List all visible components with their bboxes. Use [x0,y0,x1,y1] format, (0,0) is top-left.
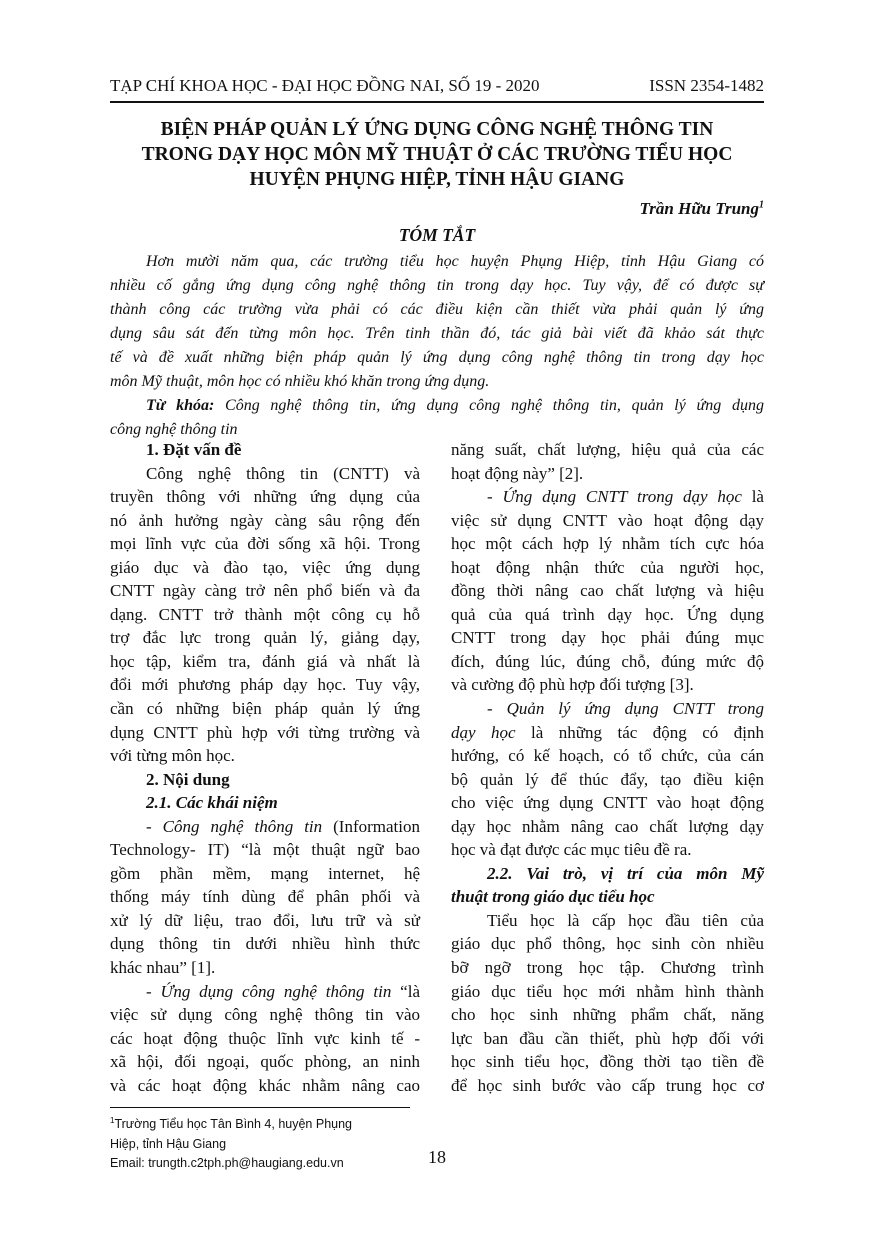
text-segment: thống máy tính dùng để phân phối và [110,887,420,907]
text-segment: trợ đắc lực trong quản lý, giảng dạy, [110,628,420,648]
text-line [110,744,420,768]
text-line [451,650,764,674]
text-line [110,721,420,745]
text-segment: - Ứng dụng công nghệ thông tin [146,981,392,1001]
abstract-heading: TÓM TẮT [398,225,476,245]
text-line [110,579,420,603]
text-line [110,650,420,674]
text-segment: truyền thông với những ứng dụng của [110,487,420,507]
text-segment: dạy học [451,722,516,742]
text-segment: “là [391,981,420,1001]
text-line [110,626,420,650]
text-segment: để học sinh bước vào cấp trung học cơ [451,1075,764,1095]
text-line [451,697,764,721]
text-line [110,791,420,815]
author-name: Trần Hữu Trung [639,199,759,218]
text-segment: cho việc ứng dụng CNTT vào hoạt động [451,793,764,813]
text-segment: cần có những biện pháp quản lý ứng [110,699,420,719]
text-line [451,626,764,650]
text-line [110,956,420,980]
text-segment: công nghệ thông tin [110,421,238,438]
title-line: BIỆN PHÁP QUẢN LÝ ỨNG DỤNG CÔNG NGHỆ THÔNG TIN [160,119,714,140]
text-segment: dụng sâu sát đến từng môn học. Trên tinh thần đó, tác giả bài viết đã khảo sát thực [110,325,764,342]
text-segment: và cường độ phù hợp đối tượng [3]. [451,675,694,695]
text-segment: các hoạt động thuộc lĩnh vực kinh tế - [110,1028,420,1048]
footnote-line: Hiệp, tỉnh Hậu Giang [110,1136,227,1151]
text-line [110,556,420,580]
text-segment: nhiều cố gắng ứng dụng công nghệ thông tin trong dạy học. Tuy vậy, để có được sự [110,277,764,294]
text-line [110,485,420,509]
text-segment: đích, đúng lúc, đúng chỗ, đúng mức độ [451,651,764,671]
text-line [451,956,764,980]
text-line [110,673,420,697]
text-segment: - Quản lý ứng dụng CNTT trong [487,699,764,719]
text-line [110,932,420,956]
text-segment: giáo dục và đào tạo, việc ứng dụng [110,557,420,577]
text-line [110,1027,420,1051]
text-segment: Technology- IT) “là một thuật ngữ bao [110,840,420,860]
text-segment: đổi mới phương pháp dạy học. Tuy vậy, [110,675,420,695]
text-line [451,532,764,556]
text-segment: gồm phần mềm, mạng internet, hệ [110,863,420,883]
footnote [110,1111,352,1174]
text-segment: dạy học nhằm nâng cao chất lượng dạy [451,816,764,836]
text-segment: thành công các trường vừa phải có các điều kiện cần thiết vừa phải quản lý ứng [110,301,764,318]
text-segment: giáo dục tiểu học mới nhằm hình thành [451,981,764,1001]
text-line [110,250,764,274]
text-line [110,980,420,1004]
text-segment: (Information [322,816,420,836]
text-segment: dụng thông tin dưới nhiều hình thức [110,934,420,954]
text-segment: CNTT ngày càng trở nên phổ biến và đa [110,581,420,601]
author [640,199,764,219]
text-segment: Tiểu học là cấp học đầu tiên của [487,910,764,930]
text-line [451,485,764,509]
text-line [451,862,764,886]
left-column [110,438,420,1097]
text-segment: hướng, có kế hoạch, có tổ chức, của cán [451,746,764,766]
title-line: HUYỆN PHỤNG HIỆP, TỈNH HẬU GIANG [249,169,625,190]
text-segment: quả của quá trình dạy học. Ứng dụng [451,604,764,624]
text-line [110,909,420,933]
text-segment: học sinh tiểu học, đồng thời tạo tiền đề [451,1052,764,1072]
text-segment: dạng. CNTT trở thành một công cụ hỗ [110,604,420,624]
text-segment: học tập, kiểm tra, đánh giá và nhất là [110,651,420,671]
text-line [451,509,764,533]
text-line [451,673,764,697]
text-line [110,815,420,839]
text-segment: Công nghệ thông tin (CNTT) và [146,463,420,483]
text-segment: xã hội, đối ngoại, quốc phòng, an ninh [110,1052,420,1072]
text-line [110,1050,420,1074]
text-line [110,394,764,418]
text-segment: - Công nghệ thông tin [146,816,323,836]
text-line [451,1050,764,1074]
text-line [451,768,764,792]
text-segment: cho học sinh những phẩm chất, năng [451,1005,764,1025]
text-line [110,532,420,556]
text-line [451,838,764,862]
text-line [110,1074,420,1098]
text-line [451,885,764,909]
text-line [110,298,764,322]
text-line [451,579,764,603]
article-title [90,117,784,192]
text-line [110,322,764,346]
text-segment: với từng môn học. [110,746,235,766]
text-segment: CNTT trong dạy học phải đúng mục [451,628,764,648]
text-line [451,909,764,933]
text-segment: Từ khóa: [146,397,215,414]
text-line [451,462,764,486]
running-header [110,76,764,96]
text-line [110,1003,420,1027]
text-segment: việc sử dụng CNTT vào hoạt động dạy [451,510,764,530]
text-segment: giáo dục phổ thông, học sinh còn nhiều [451,934,764,954]
text-line [110,509,420,533]
footnote-email[interactable]: Email: trungth.c2tph.ph@haugiang.edu.vn [110,1156,344,1171]
text-segment: hoạt động nhận thức của người học, [451,557,764,577]
text-line [110,838,420,862]
text-line [110,862,420,886]
header-rule [110,101,764,103]
text-segment: học và đạt được các mục tiêu đề ra. [451,840,692,860]
text-line [451,1003,764,1027]
text-segment: năng suất, chất lượng, hiệu quả của các [451,440,764,459]
title-line: TRONG DẠY HỌC MÔN MỸ THUẬT Ở CÁC TRƯỜNG TIỂU HỌC [141,144,733,165]
text-segment: học một cách hợp lý nhằm tích cực hóa [451,534,764,554]
text-segment: đồng thời nâng cao chất lượng và hiệu [451,581,764,601]
text-line [110,697,420,721]
text-line [110,885,420,909]
text-line [451,438,764,462]
text-line [451,980,764,1004]
text-segment: khác nhau” [1]. [110,958,216,978]
text-segment: nó ảnh hưởng ngày càng sâu rộng đến [110,510,420,530]
text-segment: 2.2. Vai trò, vị trí của môn Mỹ [487,863,764,883]
text-line [110,274,764,298]
text-line [451,932,764,956]
footnote-line [110,1111,352,1135]
text-segment: môn Mỹ thuật, môn học có nhiều khó khăn trong ứng dụng. [110,373,490,390]
text-segment: lực ban đầu cần thiết, phù hợp đối với [451,1028,764,1048]
text-segment: tế và đề xuất những biện pháp quản lý ứng dụng công nghệ thông tin trong dạy học [110,349,764,366]
text-line [451,603,764,627]
text-segment: - Ứng dụng CNTT trong dạy học [487,487,742,507]
text-line [451,791,764,815]
text-segment: thuật trong giáo dục tiểu học [451,887,655,907]
text-segment: hoạt động này” [2]. [451,463,584,483]
text-segment: việc sử dụng công nghệ thông tin vào [110,1005,420,1025]
text-segment: bỡ ngỡ trong học tập. Chương trình [451,958,764,978]
text-segment: là những tác động có định [515,722,764,742]
abstract [110,250,764,442]
footnote-mark: 1 [110,1116,115,1125]
text-segment: 2.1. Các khái niệm [146,793,278,813]
text-line [451,815,764,839]
author-footnote-mark: 1 [759,199,764,211]
text-line [110,603,420,627]
text-segment: 1. Đặt vấn đề [146,440,242,459]
footnote-rule [110,1107,410,1108]
text-segment: 2. Nội dung [146,769,230,789]
text-line [110,768,420,792]
text-line [110,438,420,462]
text-segment: là [741,487,764,507]
page-number: 18 [428,1147,446,1167]
text-line [110,346,764,370]
text-line [451,744,764,768]
footnote-affiliation: Trường Tiểu học Tân Bình 4, huyện Phụng [114,1117,353,1132]
text-segment: Công nghệ thông tin, ứng dụng công nghệ thông tin, quản lý ứng dụng [214,397,764,414]
text-line [451,1074,764,1098]
text-segment: mọi lĩnh vực của đời sống xã hội. Trong [110,534,420,554]
text-segment: Hơn mười năm qua, các trường tiểu học huyện Phụng Hiệp, tỉnh Hậu Giang có [146,253,764,270]
text-segment: xử lý dữ liệu, trao đổi, lưu trữ và sử [110,910,420,930]
text-segment: và các hoạt động khác nhằm nâng cao [110,1075,420,1095]
text-line [110,462,420,486]
text-line [451,556,764,580]
text-line [451,721,764,745]
text-line [110,370,764,394]
right-column [451,438,764,1097]
journal-name: TẠP CHÍ KHOA HỌC - ĐẠI HỌC ĐỒNG NAI, SỐ 19 - 2020 [110,76,540,95]
issn: ISSN 2354-1482 [649,76,764,95]
text-line [451,1027,764,1051]
text-segment: bộ quản lý để thúc đẩy, tạo điều kiện [451,769,764,789]
text-segment: dụng CNTT phù hợp với từng trường và [110,722,420,742]
